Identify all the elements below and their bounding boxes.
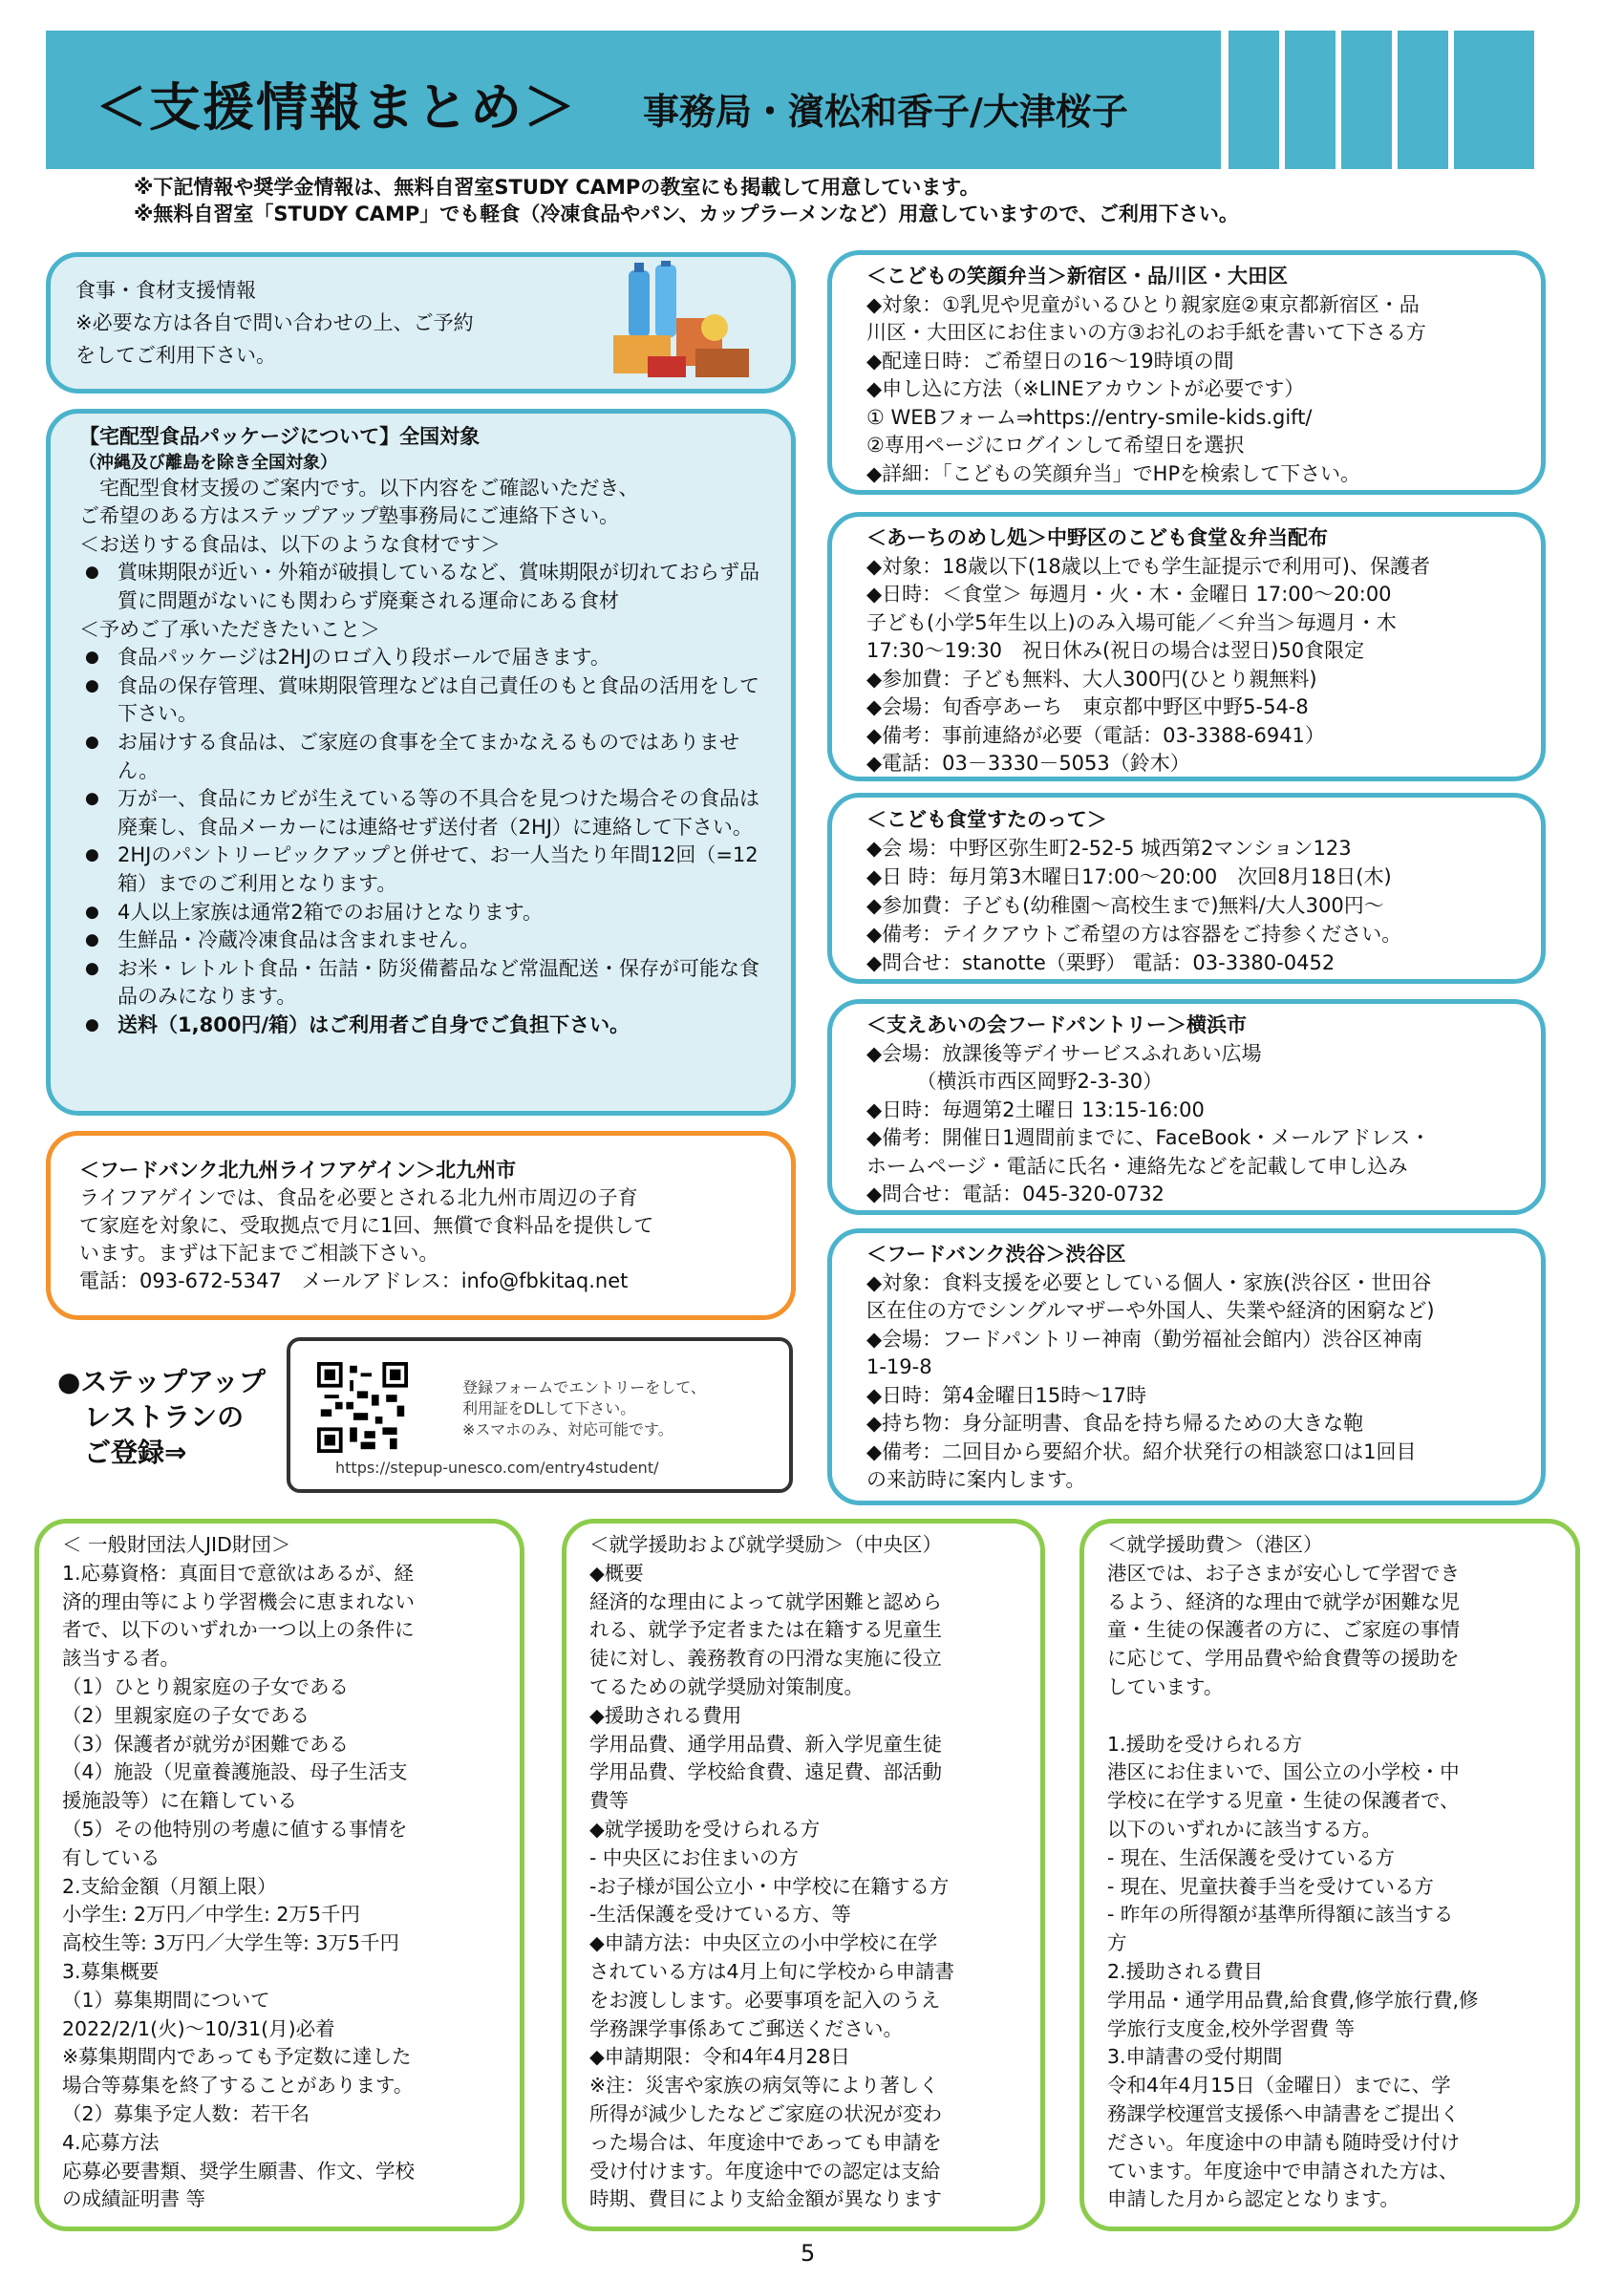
- jid-line: 4.応募方法: [62, 2130, 160, 2154]
- minato-line: 学用品・通学用品費,給食費,修学旅行費,修: [1107, 1988, 1479, 2012]
- chuo-line: 学務課学事係あてご郵送ください。: [589, 2016, 903, 2040]
- package-item: ● 賞味期限が近い・外箱が破損しているなど、賞味期限が切れておらず品質に問題がないにも関わらず廃棄される運命にある食材: [79, 559, 768, 615]
- chuo-line: ◆申請方法：中央区立の小中学校に在学: [589, 1931, 938, 1955]
- header-tab: [1229, 31, 1279, 169]
- achi-line: ◆電話：03－3330－5053（鈴木）: [866, 752, 1190, 775]
- kitakyushu-contact: 電話：093-672-5347 メールアドレス：info@fbkitaq.net: [79, 1269, 629, 1292]
- chuo-line: 時期、費目により支給金額が異なります: [589, 2187, 942, 2211]
- header-tab: [1398, 31, 1448, 169]
- package-subtitle: （沖縄及び離島を除き全国対象）: [79, 452, 337, 473]
- package-item: ● お米・レトルト食品・缶詰・防災備蓄品など常温配送・保存が可能な食品のみになります。: [79, 955, 768, 1012]
- chuo-line: -生活保護を受けている方、等: [589, 1903, 851, 1927]
- sutanotte-line: ◆備考：テイクアウトご希望の方は容器をご持参ください。: [866, 923, 1402, 946]
- minato-line: [1107, 1702, 1562, 1731]
- package-intro: 宅配型食材支援のご案内です。以下内容をご確認いただき、: [79, 476, 639, 500]
- notes: [134, 174, 1239, 227]
- package-item: ● 2HJのパントリーピックアップと併せて、お一人当たり年間12回（=12箱）までのご利用となります。: [79, 842, 768, 898]
- egao-line: ②専用ページにログインして希望日を選択: [866, 434, 1245, 457]
- chuo-line: -お子様が国公立小・中学校に在籍する方: [589, 1874, 950, 1898]
- minato-line: 港区では、お子さまが安心して学習でき: [1107, 1561, 1460, 1585]
- shibuya-line: 1-19-8: [866, 1355, 932, 1378]
- chuo-line: れる、就学予定者または在籍する児童生: [589, 1618, 942, 1642]
- food-support-line: をしてご利用下さい。: [75, 344, 276, 367]
- package-box: [46, 409, 796, 1116]
- chuo-line: 費等: [589, 1789, 629, 1813]
- jid-line: （2）里親家庭の子女である: [62, 1703, 310, 1727]
- sutanotte-line: ◆参加費：子ども(幼稚園～高校生まで)無料/大人300円～: [866, 894, 1384, 917]
- minato-line: 方: [1107, 1931, 1127, 1955]
- minato-line: ださい。年度途中の申請も随時受け付け: [1107, 2130, 1460, 2154]
- kitakyushu-box: [46, 1131, 796, 1320]
- chuo-line: ◆概要: [589, 1561, 644, 1585]
- sasaeai-line: ◆会場：放課後等デイサービスふれあい広場: [866, 1041, 1262, 1065]
- sutanotte-line: ◆問合せ：stanotte（栗野） 電話：03-3380-0452: [866, 951, 1336, 974]
- sasaeai-line: （横浜市西区岡野2-3-30）: [866, 1070, 1164, 1093]
- jid-line: 有している: [62, 1845, 160, 1869]
- food-support-line: ※必要な方は各自で問い合わせの上、ご予約: [75, 311, 474, 334]
- minato-line: - 現在、児童扶養手当を受けている方: [1107, 1874, 1434, 1898]
- jid-line: 2.支給金額（月額上限）: [62, 1874, 277, 1898]
- sasaeai-line: ◆備考：開催日1週間前までに、FaceBook・メールアドレス・: [866, 1126, 1431, 1149]
- jid-line: 1.応募資格：真面目で意欲はあるが、経: [62, 1561, 415, 1585]
- jid-line: 場合等募集を終了することがあります。: [62, 2074, 414, 2098]
- package-item: ● 4人以上家族は通常2箱でのお届けとなります。: [79, 899, 768, 927]
- jid-line: （3）保護者が就労が困難である: [62, 1732, 350, 1756]
- header-tab: [1285, 31, 1336, 169]
- jid-line: 3.募集概要: [62, 1959, 160, 1983]
- minato-title: ＜就学援助費＞（港区）: [1107, 1533, 1323, 1556]
- jid-line: 高校生等: 3万円／大学生等: 3万5千円: [62, 1931, 399, 1955]
- chuo-line: 受け付けます。年度途中での認定は支給: [589, 2159, 941, 2183]
- sutanotte-title: ＜こども食堂すたのって＞: [866, 808, 1107, 831]
- achi-line: 17:30～19:30 祝日休み(祝日の場合は翌日)50食限定: [866, 639, 1365, 662]
- package-heading: ＜お送りする食品は、以下のような食材です＞: [79, 532, 501, 556]
- egao-title: ＜こどもの笑顔弁当＞新宿区・品川区・大田区: [866, 265, 1288, 288]
- achi-line: ◆対象：18歳以下(18歳以上でも学生証提示で利用可)、保護者: [866, 554, 1430, 578]
- kitakyushu-title: ＜フードバンク北九州ライフアゲイン＞北九州市: [79, 1159, 517, 1182]
- register-desc-line: ※スマホのみ、対応可能です。: [462, 1420, 673, 1438]
- package-item: ● 生鮮品・冷蔵冷凍食品は含まれません。: [79, 927, 768, 955]
- egao-line: ◆配達日時：ご希望日の16～19時頃の間: [866, 349, 1234, 373]
- sasaeai-box: [827, 999, 1546, 1215]
- minato-box: [1079, 1519, 1580, 2231]
- shibuya-line: ◆会場：フードパントリー神南（勤労福祉会館内）渋谷区神南: [866, 1327, 1423, 1351]
- minato-line: 務課学校運営支援係へ申請書をご提出く: [1107, 2101, 1460, 2125]
- register-desc-line: 利用証をDLして下さい。: [462, 1399, 636, 1417]
- jid-line: 応募必要書類、奨学生願書、作文、学校: [62, 2159, 415, 2183]
- chuo-line: ◆就学援助を受けられる方: [589, 1817, 821, 1841]
- sasaeai-line: ホームページ・電話に氏名・連絡先などを記載して申し込み: [866, 1154, 1408, 1178]
- minato-line: 港区にお住まいで、国公立の小学校・中: [1107, 1760, 1460, 1784]
- page-subtitle: 事務局・濱松和香子/大津桜子: [643, 91, 1128, 133]
- minato-line: 童・生徒の保護者の方に、ご家庭の事情: [1107, 1618, 1460, 1642]
- sutanotte-box: [827, 793, 1546, 984]
- package-item: ● お届けする食品は、ご家庭の食事を全てまかなえるものではありません。: [79, 729, 768, 785]
- achi-line: ◆日時：＜食堂＞ 毎週月・火・木・金曜日 17:00～20:00: [866, 583, 1392, 606]
- achi-box: [827, 512, 1546, 781]
- chuo-box: [562, 1519, 1045, 2231]
- egao-bento-box: [827, 250, 1546, 495]
- egao-line: ◆対象：①乳児や児童がいるひとり親家庭②東京都新宿区・品: [866, 292, 1420, 316]
- jid-line: 該当する者。: [62, 1647, 180, 1671]
- sasaeai-line: ◆日時：毎週第2土曜日 13:15-16:00: [866, 1097, 1205, 1121]
- egao-line: ① WEBフォーム⇒https://entry-smile-kids.gift/: [866, 405, 1313, 429]
- egao-line: 川区・大田区にお住まいの方③お礼のお手紙を書いて下さる方: [866, 321, 1426, 344]
- minato-line: しています。: [1107, 1674, 1224, 1698]
- sutanotte-line: ◆会 場：中野区弥生町2-52-5 城西第2マンション123: [866, 837, 1352, 860]
- chuo-line: 学用品費、通学用品費、新入学児童生徒: [589, 1732, 942, 1756]
- minato-line: - 昨年の所得額が基準所得額に該当する: [1107, 1903, 1454, 1927]
- egao-line: ◆詳細：「こどもの笑顔弁当」でHPを検索して下さい。: [866, 461, 1361, 485]
- chuo-line: 学用品費、学校給食費、遠足費、部活動: [589, 1760, 942, 1784]
- minato-line: - 現在、生活保護を受けている方: [1107, 1845, 1395, 1869]
- minato-line: 申請した月から認定となります。: [1107, 2187, 1400, 2211]
- chuo-line: ※注：災害や家族の病気等により著しく: [589, 2074, 939, 2098]
- header-tab: [1341, 31, 1392, 169]
- chuo-line: ◆援助される費用: [589, 1703, 742, 1727]
- package-title: 【宅配型食品パッケージについて】全国対象: [79, 425, 481, 448]
- chuo-line: った場合は、年度途中であっても申請を: [589, 2130, 942, 2154]
- minato-line: 1.援助を受けられる方: [1107, 1732, 1303, 1756]
- restaurant-register-label: [57, 1364, 266, 1470]
- jid-line: 2022/2/1(火)～10/31(月)必着: [62, 2016, 335, 2040]
- jid-line: ※募集期間内であっても予定数に達した: [62, 2045, 412, 2069]
- jid-line: （4）施設（児童養護施設、母子生活支: [62, 1760, 408, 1784]
- register-label-line: ご登録⇒: [57, 1437, 187, 1468]
- note-line: ※無料自習室「STUDY CAMP」でも軽食（冷凍食品やパン、カップラーメンなど）用意していますので、ご利用下さい。: [134, 202, 1239, 225]
- chuo-line: 所得が減少したなどご家庭の状況が変わ: [589, 2101, 942, 2125]
- package-intro: ご希望のある方はステップアップ塾事務局にご連絡下さい。: [79, 504, 620, 528]
- jid-line: （2）募集予定人数：若干名: [62, 2101, 310, 2125]
- register-description: [462, 1377, 706, 1440]
- chuo-line: てるための就学奨励対策制度。: [589, 1674, 864, 1698]
- food-support-box: [46, 252, 796, 394]
- shibuya-line: ◆備考：二回目から要紹介状。紹介状発行の相談窓口は1回目: [866, 1439, 1417, 1463]
- shibuya-line: ◆対象：食料支援を必要としている個人・家族(渋谷区・世田谷: [866, 1270, 1432, 1294]
- package-item: ● 食品の保存管理、賞味期限管理などは自己責任のもと食品の活用をして下さい。: [79, 672, 768, 729]
- shibuya-line: 区在住の方でシングルマザーや外国人、失業や経済的困窮など): [866, 1299, 1435, 1322]
- jid-box: [34, 1519, 524, 2231]
- page-number: 5: [801, 2240, 816, 2267]
- header-tab: [1454, 31, 1534, 169]
- shibuya-line: ◆日時：第4金曜日15時～17時: [866, 1383, 1146, 1407]
- minato-line: るよう、経済的な理由で就学が困難な児: [1107, 1589, 1460, 1613]
- minato-line: 以下のいずれかに該当する方。: [1107, 1817, 1381, 1841]
- minato-line: ています。年度途中で申請された方は、: [1107, 2159, 1459, 2183]
- jid-title: ＜ 一般財団法人JID財団＞: [62, 1533, 291, 1556]
- jid-line: （1）ひとり親家庭の子女である: [62, 1674, 350, 1698]
- chuo-title: ＜就学援助および就学奨励＞（中央区）: [589, 1533, 942, 1556]
- shibuya-line: の来訪時に案内します。: [866, 1468, 1086, 1491]
- kitakyushu-line: います。まずは下記までご相談下さい。: [79, 1242, 439, 1265]
- minato-line: 令和4年4月15日（金曜日）までに、学: [1107, 2074, 1451, 2098]
- kitakyushu-line: て家庭を対象に、受取拠点で月に1回、無償で食料品を提供して: [79, 1214, 654, 1237]
- jid-line: の成績証明書 等: [62, 2187, 206, 2211]
- chuo-line: - 中央区にお住まいの方: [589, 1845, 799, 1869]
- shibuya-box: [827, 1228, 1546, 1505]
- package-heading: ＜予めご了承いただきたいこと＞: [79, 617, 380, 641]
- achi-line: 子ども(小学5年生以上)のみ入場可能／＜弁当＞毎週月・木: [866, 610, 1397, 634]
- jid-line: （5）その他特別の考慮に値する事情を: [62, 1817, 408, 1841]
- package-item: ● 万が一、食品にカビが生えている等の不具合を見つけた場合その食品は廃棄し、食品メーカーには連絡せず送付者（2HJ）に連絡して下さい。: [79, 785, 768, 842]
- chuo-line: 経済的な理由によって就学困難と認めら: [589, 1589, 942, 1613]
- kitakyushu-line: ライフアゲインでは、食品を必要とされる北九州市周辺の子育: [79, 1186, 638, 1209]
- minato-line: 2.援助される費目: [1107, 1959, 1264, 1983]
- achi-line: ◆備考：事前連絡が必要（電話：03-3388-6941）: [866, 723, 1325, 747]
- package-item: ● 食品パッケージは2HJのロゴ入り段ボールで届きます。: [79, 644, 768, 672]
- achi-title: ＜あーちのめし処＞中野区のこども食堂＆弁当配布: [866, 526, 1328, 549]
- chuo-line: ◆申請期限：令和4年4月28日: [589, 2045, 850, 2069]
- minato-line: 学校に在学する児童・生徒の保護者で、: [1107, 1789, 1460, 1813]
- minato-line: 3.申請書の受付期間: [1107, 2045, 1283, 2069]
- achi-line: ◆参加費：子ども無料、大人300円(ひとり親無料): [866, 667, 1317, 691]
- register-qr-box[interactable]: [287, 1337, 793, 1493]
- note-line: ※下記情報や奨学金情報は、無料自習室STUDY CAMPの教室にも掲載して用意しています。: [134, 176, 980, 199]
- jid-line: 小学生: 2万円／中学生: 2万5千円: [62, 1903, 360, 1927]
- food-package-illustration: [609, 261, 762, 387]
- register-url-link[interactable]: https://stepup-unesco.com/entry4student/: [335, 1459, 659, 1477]
- minato-line: 学旅行支度金,校外学習費 等: [1107, 2016, 1356, 2040]
- egao-line: ◆申し込に方法（※LINEアカウントが必要です）: [866, 377, 1305, 400]
- shibuya-title: ＜フードバンク渋谷＞渋谷区: [866, 1243, 1126, 1266]
- sutanotte-line: ◆日 時：毎月第3木曜日17:00～20:00 次回8月18日(木): [866, 865, 1392, 888]
- header-banner: [46, 31, 1221, 169]
- jid-line: 者で、以下のいずれか一つ以上の条件に: [62, 1618, 415, 1642]
- register-label-line: ●ステップアップ: [57, 1366, 266, 1397]
- shibuya-line: ◆持ち物：身分証明書、食品を持ち帰るための大きな鞄: [866, 1412, 1364, 1435]
- register-label-line: レストランの: [57, 1401, 245, 1433]
- qr-code-icon[interactable]: [317, 1362, 408, 1453]
- jid-line: 済的理由等により学習機会に恵まれない: [62, 1589, 415, 1613]
- jid-line: （1）募集期間について: [62, 1988, 270, 2012]
- food-support-title: 食事・食材支援情報: [75, 279, 256, 302]
- chuo-line: をお渡しします。必要事項を記入のうえ: [589, 1988, 941, 2012]
- achi-line: ◆会場：旬香亭あーち 東京都中野区中野5-54-8: [866, 695, 1309, 718]
- minato-line: に応じて、学用品費や給食費等の援助を: [1107, 1647, 1460, 1671]
- chuo-line: されている方は4月上旬に学校から申請書: [589, 1959, 955, 1983]
- page-title: ＜支援情報まとめ＞: [96, 77, 577, 138]
- package-shipping-note: ● 送料（1,800円/箱）はご利用者ご自身でご負担下さい。: [79, 1012, 768, 1040]
- register-desc-line: 登録フォームでエントリーをして、: [462, 1378, 706, 1396]
- sasaeai-line: ◆問合せ：電話：045-320-0732: [866, 1183, 1165, 1205]
- jid-line: 援施設等）に在籍している: [62, 1789, 297, 1813]
- sasaeai-title: ＜支えあいの会フードパントリー＞横浜市: [866, 1013, 1247, 1036]
- chuo-line: 徒に対し、義務教育の円滑な実施に役立: [589, 1647, 942, 1671]
